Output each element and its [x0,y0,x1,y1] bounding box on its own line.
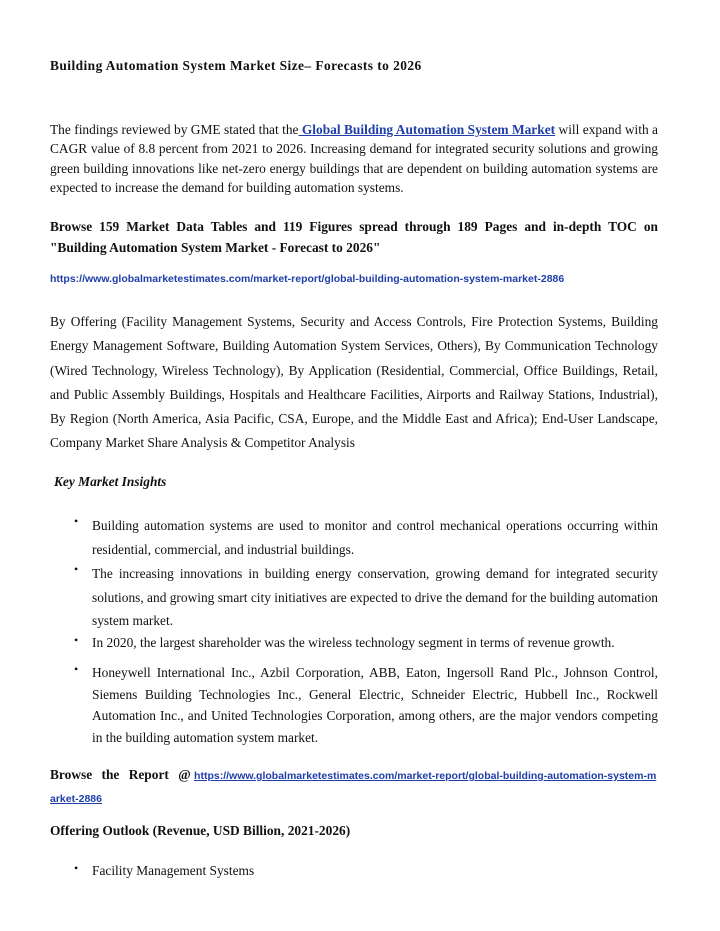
offering-item-text: Facility Management Systems [92,863,255,878]
insight-text: The increasing innovations in building energy conservation, growing demand for integrated security solutions, and growing smart city initiatives are expected to drive the demand for the building automation system market. [92,566,658,628]
bullet-icon: • [74,861,79,875]
bullet-icon: • [74,514,79,528]
insight-text: Building automation systems are used to monitor and control mechanical operations occurring within residential, commercial, and industrial buildings. [92,518,658,557]
offering-outlook-heading: Offering Outlook (Revenue, USD Billion, 2021-2026) [50,823,351,838]
bullet-icon: • [74,562,79,576]
market-link[interactable]: Global Building Automation System Market [298,122,556,137]
intro-text-after: will expand with a CAGR value of 8.8 percent from 2021 to 2026. Increasing demand for integrated security solutions and growing green building innovations like net-zero energy buildings that are dependent on building automation systems are expected to increase the demand for building automation systems. [50,122,658,195]
report-url-link[interactable]: https://www.globalmarketestimates.com/market-report/global-building-automation-system-market-2886 [50,273,565,285]
intro-text-before: The findings reviewed by GME stated that the [50,122,299,137]
bullet-icon: • [74,662,79,676]
insight-text: In 2020, the largest shareholder was the wireless technology segment in terms of revenue growth. [92,635,615,650]
intro-paragraph [50,120,658,197]
browse-tables-heading: Browse 159 Market Data Tables and 119 Figures spread through 189 Pages and in-depth TOC on "Building Automation System Market - Forecast to 2026" [50,219,658,255]
browse-report-label: Browse the Report @ [50,767,191,782]
document-title: Building Automation System Market Size– Forecasts to 2026 [50,58,422,73]
insight-text: Honeywell International Inc., Azbil Corporation, ABB, Eaton, Ingersoll Rand Plc., Johnson Control, Siemens Building Technologies Inc., General Electric, Schneider Electric, Hubbell Inc., Rockwell Automation Inc., and United Technologies Corporation, among others, are the major vendors competing in the building automation system market. [92,665,658,745]
browse-report-link[interactable]: https://www.globalmarketestimates.com/market-report/global-building-automation-system-market-2886 [50,770,657,805]
bullet-icon: • [74,633,79,647]
segmentation-paragraph: By Offering (Facility Management Systems, Security and Access Controls, Fire Protection Systems, Building Energy Management Software, Building Automation System Services, Others), By Communication Technology (Wired Technology, Wireless Technology), By Application (Residential, Commercial, Office Buildings, Retail, and Public Assembly Buildings, Hospitals and Healthcare Facilities, Airports and Railway Stations, Industrial), By Region (North America, Asia Pacific, CSA, Europe, and the Middle East and Africa); End-User Landscape, Company Market Share Analysis & Competitor Analysis [50,314,658,451]
browse-report-line [50,764,658,810]
key-insights-heading: Key Market Insights [54,474,167,489]
